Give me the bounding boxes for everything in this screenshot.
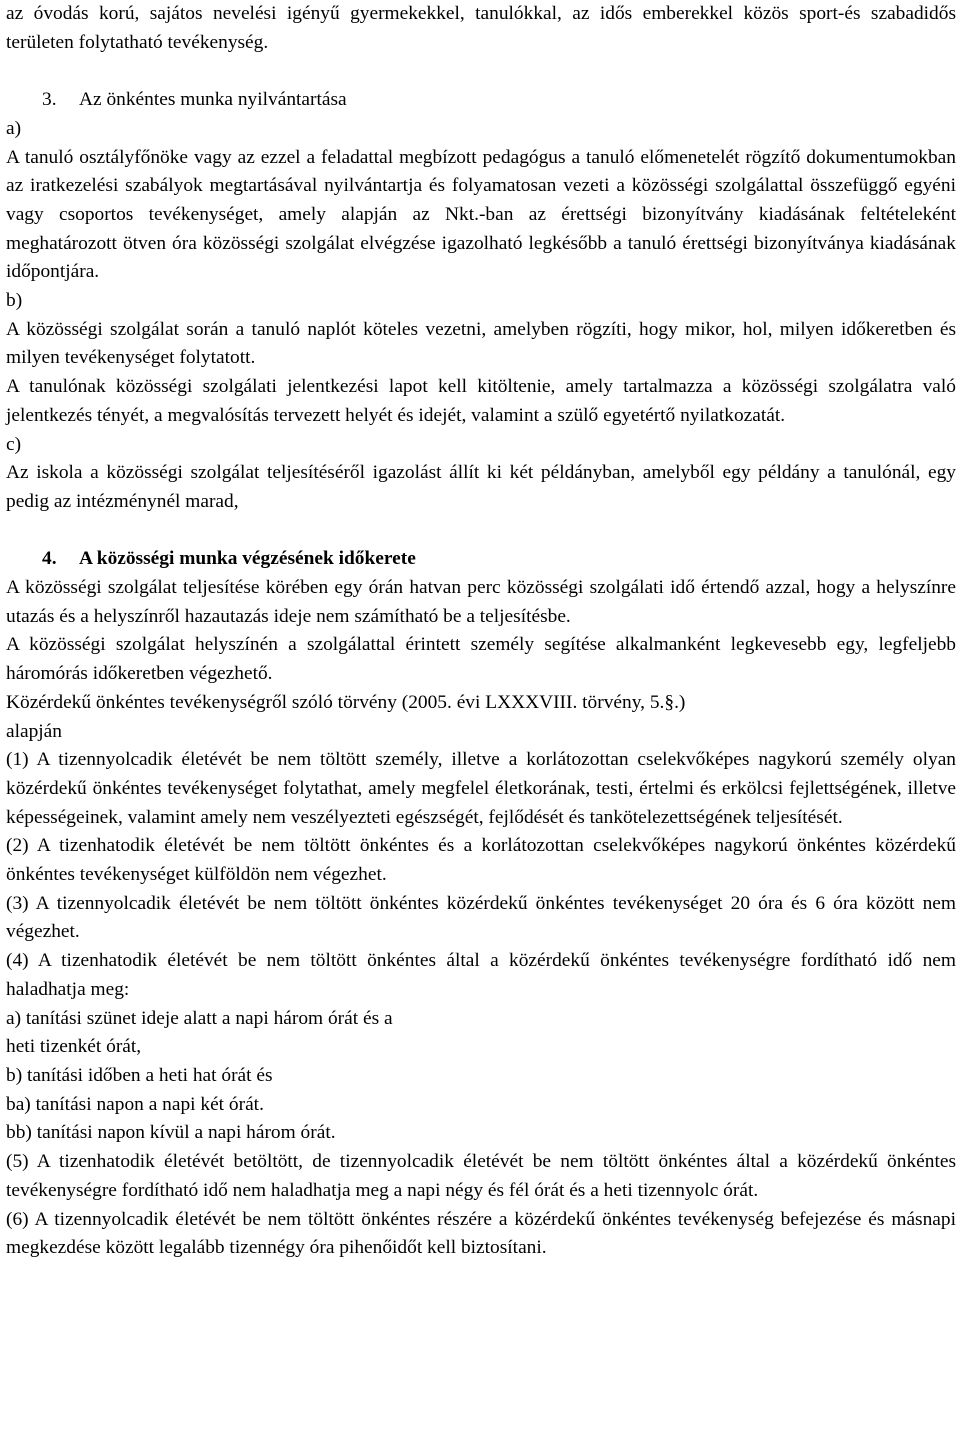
law-item-1: (1) A tizennyolcadik életévét be nem töltött személy, illetve a korlátozottan cselekvőképes nagykorú személy olyan közérdekű önkéntes tevékenységet folytathat, amely megfelel életkorának, testi, értelmi és erkölcsi fejlettségének, illetve képességeinek, valamint amely nem veszélyezteti egészségét, fejlődését és tankötelezettségének teljesítését. [6, 749, 956, 828]
section-3-b-text-1: A közösségi szolgálat során a tanuló naplót köteles vezetni, amelyben rögzíti, hogy mikor, hol, milyen időkeretben és milyen tevékenységet folytatott. [6, 318, 956, 369]
section-3-title: Az önkéntes munka nyilvántartása [79, 89, 347, 111]
law-item-3: (3) A tizennyolcadik életévét be nem töltött önkéntes közérdekű önkéntes tevékenységet 20 óra és 6 óra között nem végezhet. [6, 892, 956, 943]
section-4-paragraph-2: A közösségi szolgálat helyszínén a szolgálattal érintett személy segítése alkalmanként legkevesebb egy, legfeljebb háromórás időkeretben végezhető. [6, 634, 956, 685]
section-3-b-label: b) [6, 290, 23, 312]
spacer [6, 517, 956, 546]
document-page [6, 0, 956, 1263]
section-4-number: 4. [42, 548, 57, 570]
law-item-4-ba: ba) tanítási napon a napi két órát. [6, 1093, 264, 1115]
law-item-4-a: a) tanítási szünet ideje alatt a napi három órát és a [6, 1007, 393, 1029]
section-3-heading [6, 86, 956, 115]
section-3-b-text-2: A tanulónak közösségi szolgálati jelentkezési lapot kell kitöltenie, amely tartalmazza a közösségi szolgálatra való jelentkezés tényét, a megvalósítás tervezett helyét és idejét, valamint a szülő egyetértő nyilatkozatát. [6, 376, 956, 426]
section-3-number: 3. [42, 89, 57, 111]
spacer [6, 57, 956, 86]
law-reference: Közérdekű önkéntes tevékenységről szóló törvény (2005. évi LXXXVIII. törvény, 5.§.) [6, 691, 686, 713]
law-item-4-b: b) tanítási időben a heti hat órát és [6, 1064, 273, 1086]
law-item-5: (5) A tizenhatodik életévét betöltött, de tizennyolcadik életévét be nem töltött önkéntes által a közérdekű önkéntes tevékenységre fordítható idő nem haladhatja meg a napi négy és fél órát és a heti tizennyolc órát. [6, 1151, 956, 1201]
law-item-4-a-continued: heti tizenkét órát, [6, 1036, 142, 1058]
law-item-4-bb: bb) tanítási napon kívül a napi három órát. [6, 1122, 336, 1144]
section-4-paragraph-1: A közösségi szolgálat teljesítése körében egy órán hatvan perc közösségi szolgálati idő értendő azzal, hogy a helyszínre utazás és a helyszínről hazautazás ideje nem számítható be a teljesítésbe. [6, 577, 956, 627]
section-3-c-label: c) [6, 433, 22, 455]
section-4-heading [6, 545, 956, 574]
section-3-a-text: A tanuló osztályfőnöke vagy az ezzel a feladattal megbízott pedagógus a tanuló előmenetelét rögzítő dokumentumokban az iratkezelési szabályok megtartásával nyilvántartja és folyamatosan vezeti a közösségi szolgálattal összefüggő egyéni vagy csoportos tevékenységet, amely alapján az Nkt.-ban az érettségi bizonyítvány kiadásának feltételeként meghatározott ötven óra közösségi szolgálat elvégzése igazolható legkésőbb a tanuló érettségi bizonyítványa kiadásának időpontjára. [6, 146, 956, 283]
law-item-2: (2) A tizenhatodik életévét be nem töltött önkéntes és a korlátozottan cselekvőképes nagykorú önkéntes közérdekű önkéntes tevékenységet külföldön nem végezhet. [6, 835, 956, 886]
law-item-6: (6) A tizennyolcadik életévét be nem töltött önkéntes részére a közérdekű önkéntes tevékenység befejezése és másnapi megkezdése között legalább tizennégy óra pihenőidőt kell biztosítani. [6, 1208, 956, 1259]
intro-paragraph: az óvodás korú, sajátos nevelési igényű gyermekekkel, tanulókkal, az idős emberekkel közös sport-és szabadidős területen folytatható tevékenység. [6, 3, 956, 53]
section-3-c-text: Az iskola a közösségi szolgálat teljesítéséről igazolást állít ki két példányban, amelyből egy példány a tanulónál, egy pedig az intézménynél marad, [6, 462, 956, 512]
section-4-title: A közösségi munka végzésének időkerete [79, 548, 416, 570]
section-3-a-label: a) [6, 117, 22, 139]
law-item-4: (4) A tizenhatodik életévét be nem töltött önkéntes által a közérdekű önkéntes tevékenységre fordítható idő nem haladhatja meg: [6, 950, 956, 1000]
law-reference-continuation: alapján [6, 720, 62, 742]
